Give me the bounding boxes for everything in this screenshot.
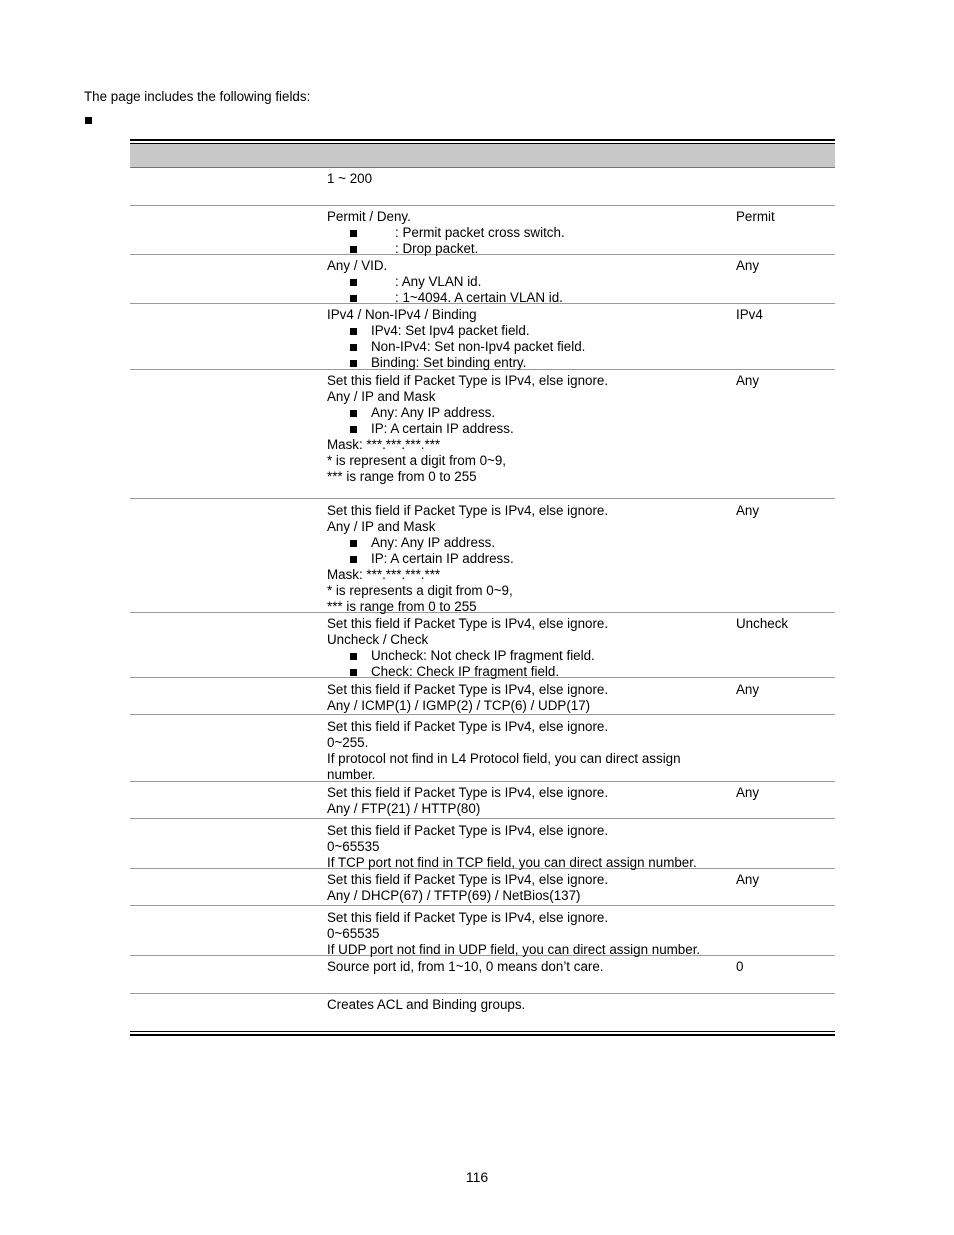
description-list-item xyxy=(327,355,727,371)
description-line: Permit / Deny. xyxy=(327,209,411,224)
table-row xyxy=(130,715,835,782)
description-cell xyxy=(327,307,727,371)
description-list-item-text: : 1~4094. A certain VLAN id. xyxy=(395,290,563,305)
table-row xyxy=(130,994,835,1031)
description-line: * is represents a digit from 0~9, xyxy=(327,583,513,598)
default-value-cell: 0 xyxy=(736,959,744,974)
bullet-icon xyxy=(350,556,357,563)
table-row xyxy=(130,869,835,906)
description-line: IPv4 / Non-IPv4 / Binding xyxy=(327,307,477,322)
description-line: 0~65535 xyxy=(327,926,380,941)
description-line: If TCP port not find in TCP field, you can direct assign number. xyxy=(327,855,697,870)
description-cell xyxy=(327,997,727,1013)
default-value-cell: Any xyxy=(736,373,760,388)
description-cell xyxy=(327,959,727,975)
description-cell xyxy=(327,171,727,187)
table-row xyxy=(130,613,835,678)
description-line: Uncheck / Check xyxy=(327,632,429,647)
description-list-item xyxy=(327,648,727,664)
table-row xyxy=(130,956,835,994)
description-list-item-text: IP: A certain IP address. xyxy=(371,551,514,566)
description-line: Mask: ***.***.***.*** xyxy=(327,437,441,452)
bullet-icon xyxy=(350,410,357,417)
description-cell xyxy=(327,258,727,306)
description-line: Mask: ***.***.***.*** xyxy=(327,567,441,582)
table-row xyxy=(130,370,835,499)
description-list-item-text: Uncheck: Not check IP fragment field. xyxy=(371,648,595,663)
description-cell xyxy=(327,872,727,904)
default-value-cell: Any xyxy=(736,258,760,273)
bullet-icon xyxy=(350,653,357,660)
description-list-item-text: Binding: Set binding entry. xyxy=(371,355,527,370)
description-cell xyxy=(327,209,727,257)
bullet-icon xyxy=(350,426,357,433)
description-list-item xyxy=(327,421,727,437)
description-list-item-text: Non-IPv4: Set non-Ipv4 packet field. xyxy=(371,339,586,354)
field-table xyxy=(130,139,835,1036)
description-list-item-text: Check: Check IP fragment field. xyxy=(371,664,560,679)
bullet-icon xyxy=(350,360,357,367)
description-list-item xyxy=(327,274,727,290)
bullet-icon xyxy=(350,295,357,302)
description-cell xyxy=(327,785,727,817)
description-line: Set this field if Packet Type is IPv4, else ignore. xyxy=(327,616,609,631)
description-line: Any / VID. xyxy=(327,258,388,273)
description-list-item-text: Any: Any IP address. xyxy=(371,535,496,550)
description-list-item-text: Any: Any IP address. xyxy=(371,405,496,420)
description-line: Set this field if Packet Type is IPv4, else ignore. xyxy=(327,373,609,388)
description-line: If UDP port not find in UDP field, you can direct assign number. xyxy=(327,942,701,957)
default-value-cell: Any xyxy=(736,785,760,800)
bullet-icon xyxy=(350,344,357,351)
table-row xyxy=(130,499,835,613)
description-line: If protocol not find in L4 Protocol field, you can direct assign xyxy=(327,751,681,766)
table-row xyxy=(130,206,835,255)
description-cell xyxy=(327,682,727,714)
description-list-item-text: IP: A certain IP address. xyxy=(371,421,514,436)
section-bullet-icon xyxy=(85,117,92,124)
description-line: * is represent a digit from 0~9, xyxy=(327,453,507,468)
description-line: 0~65535 xyxy=(327,839,380,854)
table-row xyxy=(130,678,835,715)
description-list-item xyxy=(327,551,727,567)
description-line: number. xyxy=(327,767,376,782)
description-list-item xyxy=(327,535,727,551)
default-value-cell: Permit xyxy=(736,209,775,224)
description-line: Set this field if Packet Type is IPv4, else ignore. xyxy=(327,682,609,697)
table-body xyxy=(130,168,835,1031)
bullet-icon xyxy=(350,669,357,676)
description-line: *** is range from 0 to 255 xyxy=(327,469,477,484)
description-list-item-text: : Any VLAN id. xyxy=(395,274,482,289)
description-line: Source port id, from 1~10, 0 means don’t care. xyxy=(327,959,604,974)
default-value-cell: Uncheck xyxy=(736,616,789,631)
page-number: 116 xyxy=(465,1169,489,1185)
bullet-icon xyxy=(350,540,357,547)
description-line: Set this field if Packet Type is IPv4, else ignore. xyxy=(327,872,609,887)
description-list-item-text: IPv4: Set Ipv4 packet field. xyxy=(371,323,530,338)
description-list-item xyxy=(327,225,727,241)
description-line: Creates ACL and Binding groups. xyxy=(327,997,526,1012)
description-line: Any / IP and Mask xyxy=(327,389,436,404)
description-list-item-text: : Permit packet cross switch. xyxy=(395,225,565,240)
bullet-icon xyxy=(350,328,357,335)
description-line: Any / DHCP(67) / TFTP(69) / NetBios(137) xyxy=(327,888,581,903)
table-row xyxy=(130,168,835,206)
table-row xyxy=(130,255,835,304)
description-line: Any / IP and Mask xyxy=(327,519,436,534)
description-line: 0~255. xyxy=(327,735,369,750)
description-line: 1 ~ 200 xyxy=(327,171,373,186)
intro-text: The page includes the following fields: xyxy=(84,89,311,104)
description-cell xyxy=(327,910,727,958)
description-list-item xyxy=(327,339,727,355)
description-line: Set this field if Packet Type is IPv4, else ignore. xyxy=(327,823,609,838)
description-cell xyxy=(327,373,727,485)
bullet-icon xyxy=(350,279,357,286)
table-row xyxy=(130,782,835,819)
default-value-cell: Any xyxy=(736,503,760,518)
table-row xyxy=(130,819,835,869)
bullet-icon xyxy=(350,246,357,253)
description-cell xyxy=(327,616,727,680)
description-list-item xyxy=(327,405,727,421)
description-line: Set this field if Packet Type is IPv4, else ignore. xyxy=(327,910,609,925)
default-value-cell: IPv4 xyxy=(736,307,763,322)
description-line: Set this field if Packet Type is IPv4, else ignore. xyxy=(327,785,609,800)
description-cell xyxy=(327,503,727,615)
default-value-cell: Any xyxy=(736,682,760,697)
bullet-icon xyxy=(350,230,357,237)
description-list-item xyxy=(327,323,727,339)
table-row xyxy=(130,304,835,370)
description-line: Any / ICMP(1) / IGMP(2) / TCP(6) / UDP(17) xyxy=(327,698,591,713)
description-line: Set this field if Packet Type is IPv4, else ignore. xyxy=(327,719,609,734)
description-line: Set this field if Packet Type is IPv4, else ignore. xyxy=(327,503,609,518)
table-row xyxy=(130,906,835,956)
table-header xyxy=(130,144,835,168)
description-line: Any / FTP(21) / HTTP(80) xyxy=(327,801,481,816)
description-list-item-text: : Drop packet. xyxy=(395,241,479,256)
default-value-cell: Any xyxy=(736,872,760,887)
description-line: *** is range from 0 to 255 xyxy=(327,599,477,614)
description-cell xyxy=(327,823,727,871)
description-cell xyxy=(327,719,727,783)
